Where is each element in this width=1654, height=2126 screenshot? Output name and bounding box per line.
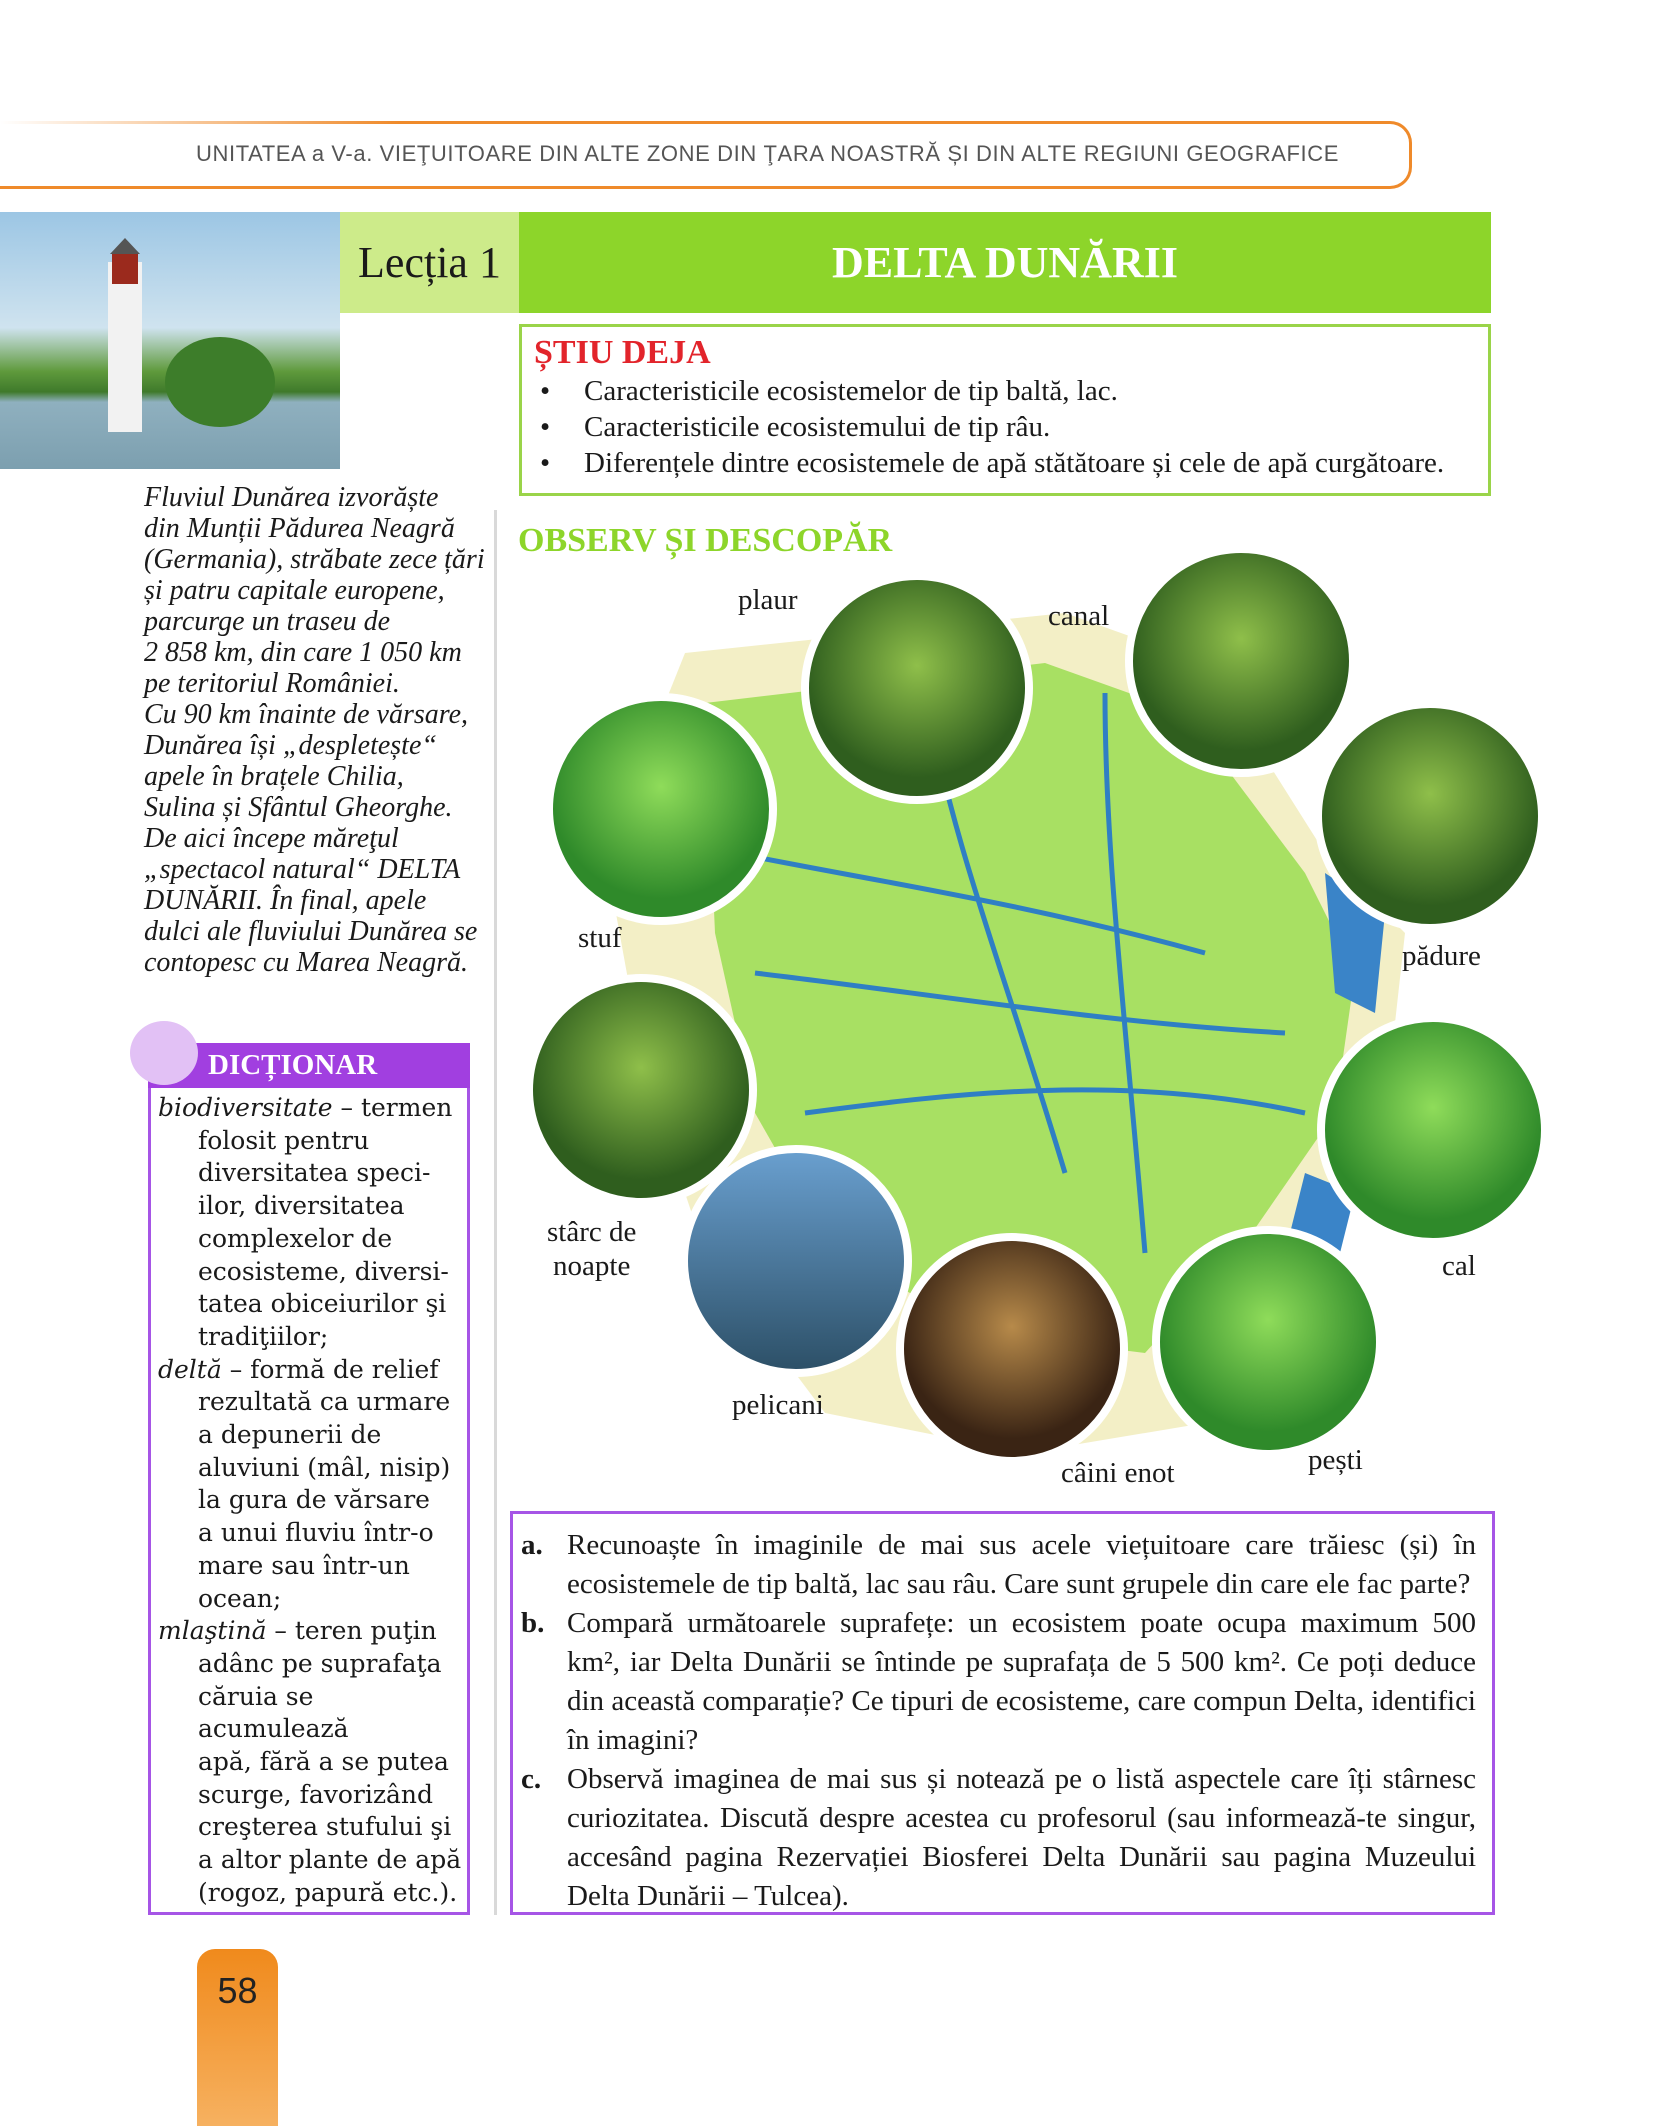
definition-line: a depunerii de	[198, 1420, 382, 1450]
definition-line: folosit pentru	[198, 1125, 370, 1155]
canal-photo	[1129, 553, 1353, 773]
padure-photo	[1318, 704, 1542, 928]
label-pesti: pești	[1308, 1444, 1363, 1476]
intro-line: și patru capitale europene,	[144, 575, 445, 606]
label-starc-line2: noapte	[553, 1250, 631, 1282]
intro-line: „spectacol natural“ DELTA	[144, 854, 461, 885]
definition-line: (rogoz, papură etc.).	[198, 1877, 458, 1907]
intro-line: pe teritoriul României.	[144, 668, 400, 699]
dictionary-entries	[158, 1092, 468, 1910]
dictionary-entry	[158, 1354, 468, 1616]
label-starc-line1: stârc de	[547, 1216, 637, 1248]
definition-line: aluviuni (mâl, nisip)	[198, 1452, 451, 1482]
plaur-photo	[805, 576, 1029, 800]
list-item	[534, 445, 1476, 481]
definition-line: căruia se acumulează	[198, 1681, 349, 1744]
intro-line: Fluviul Dunărea izvorăște	[144, 482, 439, 513]
bullet: •	[540, 447, 551, 479]
intro-line: (Germania), străbate zece țări	[144, 544, 485, 575]
definition-line: ocean;	[198, 1583, 282, 1613]
intro-line: 2 858 km, din care 1 050 km	[144, 637, 462, 668]
label-caini-enot: câini enot	[1061, 1457, 1175, 1489]
definition-start: – formă de relief	[221, 1354, 439, 1384]
question-a	[521, 1526, 1476, 1604]
caini-enot-photo	[900, 1237, 1124, 1461]
intro-line: Cu 90 km înainte de vărsare,	[144, 699, 469, 730]
definition-line: tatea obiceiurilor şi	[198, 1289, 447, 1319]
term: mlaştină	[158, 1616, 267, 1646]
term: deltă	[158, 1354, 222, 1384]
item-text: Caracteristicile ecosistemului de tip râu.	[584, 411, 1051, 443]
label-cal: cal	[1442, 1250, 1476, 1282]
intro-line: Sulina și Sfântul Gheorghe.	[144, 792, 453, 823]
definition-line: tradiţiilor;	[198, 1321, 329, 1351]
definition-line: diversitatea speci-	[198, 1158, 431, 1188]
definition-line: scurge, favorizând	[198, 1779, 434, 1809]
page-number: 58	[217, 1970, 258, 2011]
lesson-title: DELTA DUNĂRII	[519, 212, 1491, 313]
question-text: Observă imaginea de mai sus și notează pe o listă aspectele care îți stârnesc curiozitatea. Discută despre acestea cu profesorul (sau informează-te singur, accesând pagina Rezervației Biosferei Delta Dunării sau pagina Muzeului Delta Dunării – Tulcea).	[567, 1763, 1476, 1912]
lighthouse-illustration	[0, 212, 340, 469]
definition-start: – termen	[332, 1093, 453, 1122]
question-letter: c.	[521, 1763, 542, 1795]
label-starc	[547, 1215, 636, 1283]
dictionary-circle-decoration	[130, 1021, 198, 1085]
label-padure: pădure	[1402, 940, 1481, 972]
question-b	[521, 1604, 1476, 1760]
dictionary-heading: DICȚIONAR	[148, 1043, 470, 1088]
intro-line: DUNĂRII. În final, apele	[144, 885, 427, 916]
definition-start: – teren puţin	[266, 1616, 437, 1646]
unit-header: UNITATEA a V-a. VIEŢUITOARE DIN ALTE ZONE DIN ŢARA NOASTRĂ ȘI DIN ALTE REGIUNI GEOGRAFICE	[196, 141, 1340, 166]
term: biodiversitate	[158, 1093, 333, 1122]
definition-line: ecosisteme, diversi-	[198, 1256, 449, 1286]
bullet: •	[540, 375, 551, 407]
stiu-deja-box	[519, 324, 1491, 496]
intro-line: contopesc cu Marea Neagră.	[144, 947, 468, 978]
definition-line: apă, fără a se putea	[198, 1747, 449, 1777]
list-item	[534, 409, 1476, 445]
delta-map	[505, 553, 1555, 1503]
definition-line: la gura de vărsare	[198, 1485, 430, 1515]
stuf-photo	[549, 697, 773, 921]
pelicani-photo	[684, 1149, 908, 1373]
intro-line: parcurge un traseu de	[144, 606, 390, 637]
intro-line: De aici începe măreţul	[144, 823, 399, 854]
question-text: Recunoaște în imaginile de mai sus acele viețuitoare care trăiesc (și) în ecosistemele de tip baltă, lac sau râu. Care sunt grupele din care ele fac parte?	[567, 1529, 1476, 1600]
intro-line: Dunărea își „despletește“	[144, 730, 437, 761]
definition-line: creşterea stufului şi	[198, 1812, 452, 1842]
observ-heading: OBSERV ȘI DESCOPĂR	[518, 522, 893, 559]
definition-line: rezultată ca urmare	[198, 1387, 451, 1417]
question-c	[521, 1760, 1476, 1916]
list-item	[534, 373, 1476, 409]
questions-box	[510, 1511, 1495, 1915]
dictionary-entry	[158, 1615, 468, 1909]
definition-line: ilor, diversitatea	[198, 1191, 405, 1221]
stiu-deja-heading: ȘTIU DEJA	[534, 334, 711, 371]
intro-line: din Munții Pădurea Neagră	[144, 513, 455, 544]
lesson-number: Lecția 1	[340, 212, 519, 313]
definition-line: complexelor de	[198, 1223, 393, 1253]
definition-line: mare sau într-un	[198, 1550, 410, 1580]
question-letter: b.	[521, 1607, 545, 1639]
question-letter: a.	[521, 1529, 543, 1561]
label-stuf: stuf	[578, 922, 622, 954]
item-text: Diferențele dintre ecosistemele de apă stătătoare și cele de apă curgătoare.	[584, 447, 1445, 479]
intro-text	[144, 482, 494, 978]
definition-line: adânc pe suprafaţa	[198, 1648, 442, 1678]
pesti-photo	[1156, 1230, 1380, 1454]
cal-photo	[1321, 1018, 1545, 1242]
question-text: Compară următoarele suprafețe: un ecosistem poate ocupa maximum 500 km², iar Delta Dunării se întinde pe suprafața de 5 500 km². Ce poți deduce din această comparație? Ce tipuri de ecosisteme, care compun Delta, identifici în imagini?	[567, 1607, 1476, 1756]
bullet: •	[540, 411, 551, 443]
starc-photo	[529, 978, 753, 1202]
dictionary-entry	[158, 1092, 468, 1354]
delta-map-figure	[505, 553, 1555, 1503]
label-pelicani: pelicani	[732, 1389, 824, 1421]
definition-line: a altor plante de apă	[198, 1845, 462, 1875]
intro-line: apele în brațele Chilia,	[144, 761, 404, 792]
item-text: Caracteristicile ecosistemelor de tip baltă, lac.	[584, 375, 1118, 407]
column-divider	[494, 510, 497, 1915]
definition-line: a unui fluviu într-o	[198, 1518, 434, 1548]
lighthouse-photo	[0, 212, 340, 469]
label-canal: canal	[1048, 600, 1110, 632]
intro-line: dulci ale fluviului Dunărea se	[144, 916, 478, 947]
label-plaur: plaur	[738, 584, 798, 616]
